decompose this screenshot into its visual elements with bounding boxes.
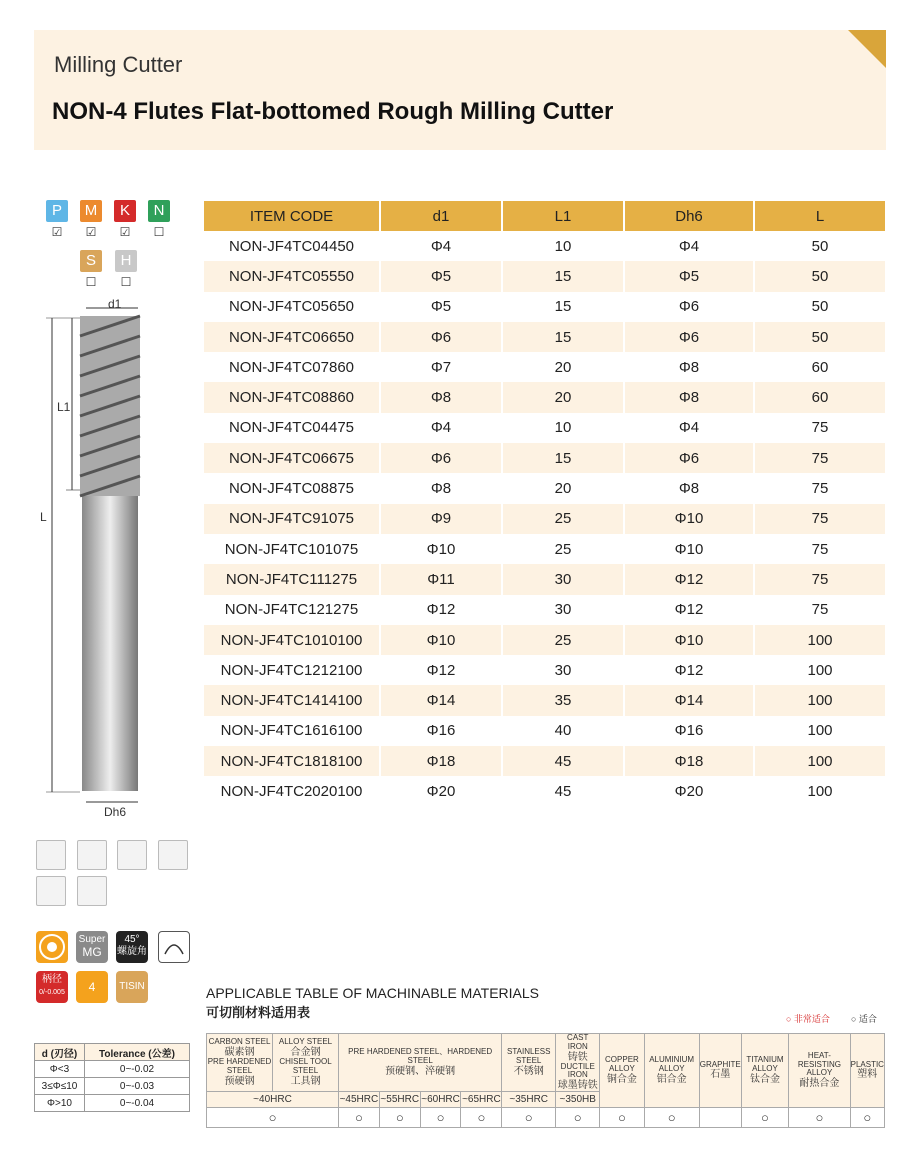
table-cell: NON-JF4TC91075 xyxy=(204,504,380,534)
hardness-cell: ~40HRC xyxy=(207,1092,339,1108)
mat-col-carbon: CARBON STEEL 碳素钢 PRE HARDENED STEEL 预硬钢 xyxy=(207,1034,273,1092)
table-cell: 20 xyxy=(502,473,624,503)
legend-suitable: ○ 适合 xyxy=(851,1014,877,1024)
tol-cell: 3≤Φ≤10 xyxy=(35,1078,85,1095)
mark-cell: ○ xyxy=(420,1108,461,1128)
table-cell: NON-JF4TC06675 xyxy=(204,443,380,473)
table-cell: NON-JF4TC111275 xyxy=(204,564,380,594)
table-cell: Φ5 xyxy=(380,292,502,322)
table-row xyxy=(204,595,885,625)
ramping-icon xyxy=(36,876,66,906)
rough-edge-icon xyxy=(36,931,68,963)
materials-table xyxy=(206,1033,885,1128)
mat-col-titanium: TITANIUM ALLOY 钛合金 xyxy=(741,1034,789,1108)
corner-decoration xyxy=(848,30,886,68)
table-cell: Φ8 xyxy=(380,382,502,412)
table-cell: 15 xyxy=(502,261,624,291)
iso-p-badge: P xyxy=(46,200,68,222)
table-cell: NON-JF4TC1818100 xyxy=(204,746,380,776)
header-d1: d1 xyxy=(380,201,502,231)
tol-header-tol: Tolerance (公差) xyxy=(85,1044,190,1061)
header-dh6: Dh6 xyxy=(624,201,754,231)
table-cell: 75 xyxy=(754,504,885,534)
materials-title: APPLICABLE TABLE OF MACHINABLE MATERIALS xyxy=(206,985,539,1001)
mark-cell xyxy=(699,1108,741,1128)
iso-h-check: ☐ xyxy=(120,275,132,289)
table-cell: 100 xyxy=(754,685,885,715)
table-cell: 20 xyxy=(502,382,624,412)
table-cell: 30 xyxy=(502,564,624,594)
helix-angle-icon: 45° 螺旋角 xyxy=(116,931,148,963)
table-cell: 15 xyxy=(502,443,624,473)
table-cell: NON-JF4TC04450 xyxy=(204,231,380,261)
table-cell: 45 xyxy=(502,746,624,776)
table-cell: Φ16 xyxy=(380,716,502,746)
shank-tolerance-icon: 柄径 0/-0.005 xyxy=(36,971,68,1003)
super-mg-icon: Super MG xyxy=(76,931,108,963)
table-cell: 35 xyxy=(502,685,624,715)
table-cell: NON-JF4TC08875 xyxy=(204,473,380,503)
table-cell: 45 xyxy=(502,776,624,806)
dim-d1: d1 xyxy=(108,297,122,311)
mat-col-hardened: PRE HARDENED STEEL、HARDENED STEEL 预硬钢、淬硬钢 xyxy=(339,1034,502,1092)
iso-p-check: ☑ xyxy=(51,225,63,239)
table-cell: Φ12 xyxy=(380,655,502,685)
table-cell: 25 xyxy=(502,534,624,564)
table-cell: Φ9 xyxy=(380,504,502,534)
table-cell: 25 xyxy=(502,504,624,534)
table-cell: Φ8 xyxy=(624,352,754,382)
table-cell: NON-JF4TC07860 xyxy=(204,352,380,382)
iso-k-check: ☑ xyxy=(119,225,131,239)
table-cell: 75 xyxy=(811,540,829,558)
table-cell: Φ6 xyxy=(624,443,754,473)
table-cell: 30 xyxy=(502,655,624,685)
table-cell: NON-JF4TC121275 xyxy=(204,595,380,625)
table-cell: Φ4 xyxy=(624,413,754,443)
table-cell: Φ20 xyxy=(380,776,502,806)
dim-l1: L1 xyxy=(57,400,71,414)
tool-drawing xyxy=(36,296,156,821)
table-cell: Φ8 xyxy=(624,473,754,503)
table-cell: 60 xyxy=(811,358,829,376)
table-cell: Φ12 xyxy=(624,655,754,685)
legend-very-suitable: ○ 非常适合 xyxy=(786,1014,830,1024)
pocket-milling-icon xyxy=(117,840,147,870)
table-cell: Φ10 xyxy=(624,625,754,655)
table-cell: Φ14 xyxy=(380,685,502,715)
table-cell: NON-JF4TC101075 xyxy=(204,534,380,564)
table-cell: 10 xyxy=(502,231,624,261)
table-row xyxy=(204,292,885,322)
table-cell: Φ4 xyxy=(624,231,754,261)
side-milling-icon xyxy=(36,840,66,870)
dim-l: L xyxy=(40,510,47,524)
table-cell: 25 xyxy=(502,625,624,655)
table-cell: 50 xyxy=(811,237,829,255)
mark-cell: ○ xyxy=(502,1108,556,1128)
table-cell: NON-JF4TC05650 xyxy=(204,292,380,322)
table-cell: 100 xyxy=(754,625,885,655)
iso-n-badge: N xyxy=(148,200,170,222)
tol-cell: Φ<3 xyxy=(35,1061,85,1078)
four-flute-icon: 4 xyxy=(76,971,108,1003)
table-cell: 60 xyxy=(754,382,885,412)
mat-col-copper: COPPER ALLOY 铜合金 xyxy=(600,1034,644,1108)
table-cell: 50 xyxy=(754,261,885,291)
table-cell: Φ8 xyxy=(380,473,502,503)
table-cell: NON-JF4TC1212100 xyxy=(204,655,380,685)
table-cell: Φ4 xyxy=(380,231,502,261)
materials-subtitle: 可切削材料适用表 xyxy=(206,1005,311,1020)
table-row xyxy=(204,413,885,443)
hardness-cell: ~350HB xyxy=(556,1092,600,1108)
table-cell: 75 xyxy=(811,480,829,498)
table-cell: Φ6 xyxy=(624,322,754,352)
table-cell: Φ18 xyxy=(624,746,754,776)
hardness-cell: ~65HRC xyxy=(461,1092,502,1108)
table-cell: Φ5 xyxy=(380,261,502,291)
dim-dh6: Dh6 xyxy=(104,805,127,819)
page-title: NON-4 Flutes Flat-bottomed Rough Milling Cutter xyxy=(52,98,614,125)
table-row xyxy=(204,564,885,594)
hardness-cell: ~60HRC xyxy=(420,1092,461,1108)
iso-s-badge: S xyxy=(80,250,102,272)
table-cell: Φ4 xyxy=(380,413,502,443)
tolerance-table xyxy=(34,1043,190,1112)
mat-col-graphite: GRAPHITE 石墨 xyxy=(699,1034,741,1108)
table-cell: Φ18 xyxy=(380,746,502,776)
table-cell: 100 xyxy=(807,722,833,740)
table-cell: 50 xyxy=(754,322,885,352)
table-cell: NON-JF4TC1010100 xyxy=(204,625,380,655)
mark-cell: ○ xyxy=(461,1108,502,1128)
iso-m-badge: M xyxy=(80,200,102,222)
table-cell: 75 xyxy=(811,419,829,437)
table-row xyxy=(204,534,885,564)
table-cell: Φ5 xyxy=(624,261,754,291)
table-cell: Φ6 xyxy=(380,443,502,473)
table-cell: Φ8 xyxy=(624,382,754,412)
table-row xyxy=(204,473,885,503)
table-cell: 30 xyxy=(502,595,624,625)
tool-shank xyxy=(82,491,138,791)
mark-cell: ○ xyxy=(850,1108,884,1128)
table-cell: Φ12 xyxy=(624,595,754,625)
table-cell: 75 xyxy=(754,443,885,473)
table-cell: Φ20 xyxy=(624,776,754,806)
mat-col-stainless: STAINLESS STEEL 不锈钢 xyxy=(502,1034,556,1092)
tol-cell: 0~-0.04 xyxy=(85,1095,190,1112)
coating-icon: TISIN xyxy=(116,971,148,1003)
shoulder-milling-icon xyxy=(77,876,107,906)
header-l: L xyxy=(754,201,885,231)
table-cell: NON-JF4TC1414100 xyxy=(204,685,380,715)
table-row xyxy=(204,716,885,746)
table-row xyxy=(204,231,885,261)
table-cell: NON-JF4TC08860 xyxy=(204,382,380,412)
header-l1: L1 xyxy=(502,201,624,231)
hardness-cell: ~55HRC xyxy=(379,1092,420,1108)
mark-cell: ○ xyxy=(789,1108,850,1128)
table-cell: Φ10 xyxy=(624,504,754,534)
table-cell: NON-JF4TC04475 xyxy=(204,413,380,443)
mat-col-alloy: ALLOY STEEL 合金钢 CHISEL TOOL STEEL 工具钢 xyxy=(273,1034,339,1092)
table-row xyxy=(204,382,885,412)
table-cell: Φ6 xyxy=(624,292,754,322)
table-cell: 40 xyxy=(502,716,624,746)
tol-cell: Φ>10 xyxy=(35,1095,85,1112)
slot-milling-icon xyxy=(77,840,107,870)
table-cell: 100 xyxy=(807,661,833,679)
table-row xyxy=(204,685,885,715)
table-cell: Φ10 xyxy=(624,534,754,564)
table-row xyxy=(204,352,885,382)
table-cell: Φ12 xyxy=(380,595,502,625)
face-milling-icon xyxy=(158,840,188,870)
mat-col-aluminium: ALUMINIUM ALLOY 铝合金 xyxy=(644,1034,699,1108)
page-header xyxy=(34,30,886,150)
table-cell: 10 xyxy=(502,413,624,443)
product-table xyxy=(204,201,885,807)
table-row xyxy=(204,443,885,473)
table-row xyxy=(204,322,885,352)
table-row xyxy=(204,625,885,655)
mark-cell: ○ xyxy=(644,1108,699,1128)
table-cell: Φ7 xyxy=(380,352,502,382)
table-cell: Φ10 xyxy=(380,625,502,655)
table-cell: NON-JF4TC1616100 xyxy=(204,716,380,746)
mat-col-cast-iron: CAST IRON 铸铁 DUCTILE IRON 球墨铸铁 xyxy=(556,1034,600,1092)
table-cell: 50 xyxy=(811,298,829,316)
table-cell: Φ10 xyxy=(380,534,502,564)
table-cell: 20 xyxy=(502,352,624,382)
table-cell: Φ14 xyxy=(624,685,754,715)
table-row xyxy=(204,776,885,806)
iso-m-check: ☑ xyxy=(85,225,97,239)
table-cell: 75 xyxy=(811,601,829,619)
table-cell: Φ12 xyxy=(624,564,754,594)
table-row xyxy=(204,261,885,291)
tol-header-d: d (刃径) xyxy=(35,1044,85,1061)
mark-cell: ○ xyxy=(379,1108,420,1128)
table-row xyxy=(204,655,885,685)
hardness-cell: ~45HRC xyxy=(339,1092,380,1108)
hardness-cell: ~35HRC xyxy=(502,1092,556,1108)
table-cell: 75 xyxy=(754,564,885,594)
mark-cell: ○ xyxy=(339,1108,380,1128)
table-cell: 100 xyxy=(754,746,885,776)
table-cell: NON-JF4TC06650 xyxy=(204,322,380,352)
mark-cell: ○ xyxy=(600,1108,644,1128)
tol-cell: 0~-0.03 xyxy=(85,1078,190,1095)
iso-k-badge: K xyxy=(114,200,136,222)
mark-cell: ○ xyxy=(556,1108,600,1128)
mark-cell: ○ xyxy=(741,1108,789,1128)
table-cell: 15 xyxy=(502,322,624,352)
table-cell: NON-JF4TC05550 xyxy=(204,261,380,291)
mat-col-heat-resisting: HEAT-RESISTING ALLOY 耐热合金 xyxy=(789,1034,850,1108)
iso-s-check: ☐ xyxy=(85,275,97,289)
iso-h-badge: H xyxy=(115,250,137,272)
category-label: Milling Cutter xyxy=(54,52,183,77)
table-cell: NON-JF4TC2020100 xyxy=(204,776,380,806)
table-row xyxy=(204,746,885,776)
header-item-code: ITEM CODE xyxy=(204,201,380,231)
table-cell: Φ6 xyxy=(380,322,502,352)
table-cell: Φ11 xyxy=(380,564,502,594)
mark-cell: ○ xyxy=(207,1108,339,1128)
iso-n-check: ☐ xyxy=(153,225,165,239)
cutting-edge-icon xyxy=(158,931,190,963)
table-cell: 100 xyxy=(807,782,833,800)
table-row xyxy=(204,504,885,534)
table-cell: Φ16 xyxy=(624,716,754,746)
table-cell: 15 xyxy=(502,292,624,322)
tol-cell: 0~-0.02 xyxy=(85,1061,190,1078)
mat-col-plastic: PLASTIC 塑料 xyxy=(850,1034,884,1108)
